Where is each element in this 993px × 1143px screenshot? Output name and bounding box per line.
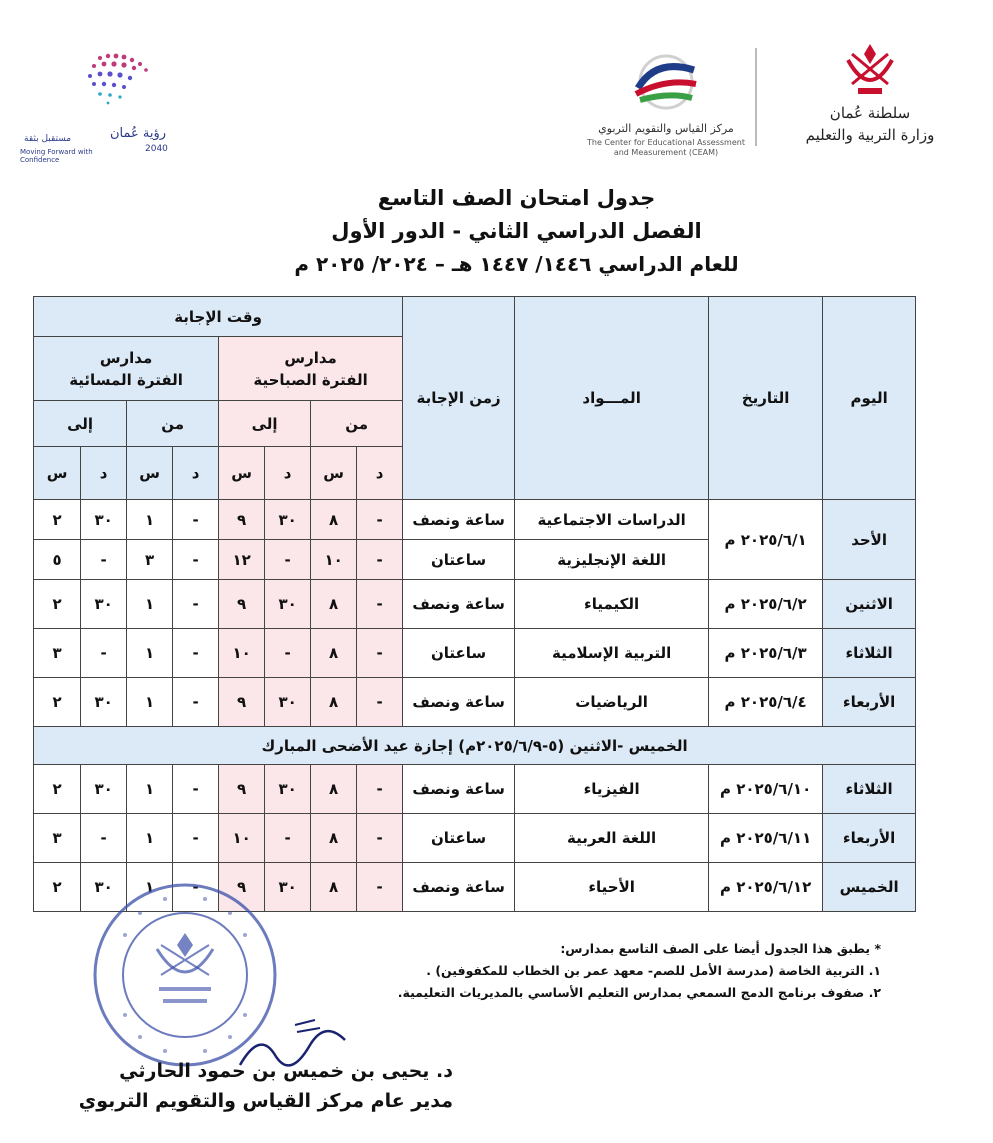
notes-item: ٢. صفوف برنامج الدمج السمعي بمدارس التعليم الأساسي بالمديريات التعليمية. (397, 985, 881, 1000)
header-answer-time: وقت الإجابة (34, 297, 403, 337)
cell-date: ٢٠٢٥/٦/١١ م (709, 814, 823, 863)
cell-subject: الرياضيات (515, 678, 709, 727)
cell-evening-to-minute: ٣٠ (81, 500, 127, 540)
table-row (34, 500, 916, 540)
cell-date: ٢٠٢٥/٦/٢ م (709, 580, 823, 629)
cell-subject: الأحياء (515, 863, 709, 912)
cell-evening-from-minute: - (173, 863, 219, 912)
table-row (34, 678, 916, 727)
cell-morning-from-minute: - (357, 500, 403, 540)
cell-morning-from-hour: ٨ (311, 580, 357, 629)
signatory-title: مدير عام مركز القياس والتقويم التربوي (78, 1090, 453, 1112)
cell-evening-to-minute: ٣٠ (81, 765, 127, 814)
cell-morning-to-hour: ٩ (219, 678, 265, 727)
header-evening (34, 337, 219, 401)
cell-date: ٢٠٢٥/٦/٤ م (709, 678, 823, 727)
cell-evening-to-minute: - (81, 540, 127, 580)
cell-date: ٢٠٢٥/٦/١٢ م (709, 863, 823, 912)
cell-evening-to-hour: ٢ (34, 580, 81, 629)
cell-duration: ساعة ونصف (403, 580, 515, 629)
cell-evening-from-hour: ١ (127, 580, 173, 629)
cell-morning-to-minute: ٣٠ (265, 500, 311, 540)
cell-date: ٢٠٢٥/٦/١ م (709, 500, 823, 580)
cell-morning-to-minute: ٣٠ (265, 580, 311, 629)
header-duration: زمن الإجابة (403, 297, 515, 500)
cell-evening-to-hour: ٣ (34, 629, 81, 678)
cell-morning-from-minute: - (357, 814, 403, 863)
cell-duration: ساعة ونصف (403, 500, 515, 540)
ministry-logo (790, 40, 950, 150)
cell-evening-to-hour: ٣ (34, 814, 81, 863)
center-logo (586, 48, 746, 160)
table-row (34, 765, 916, 814)
cell-evening-from-hour: ٣ (127, 540, 173, 580)
vision-title: رؤية عُمان (110, 126, 167, 141)
vision-dots-icon (80, 48, 165, 118)
cell-evening-from-minute: - (173, 814, 219, 863)
cell-evening-to-minute: ٣٠ (81, 863, 127, 912)
signatory-name: د. يحيى بن خميس بن حمود الحارثي (119, 1060, 453, 1082)
cell-morning-to-hour: ٩ (219, 580, 265, 629)
header-minute: د (265, 447, 311, 500)
cell-morning-to-hour: ١٠ (219, 629, 265, 678)
semester-title: الفصل الدراسي الثاني - الدور الأول (331, 219, 702, 243)
cell-morning-to-minute: ٣٠ (265, 863, 311, 912)
cell-morning-from-hour: ٨ (311, 863, 357, 912)
cell-morning-from-minute: - (357, 765, 403, 814)
cell-evening-from-hour: ١ (127, 814, 173, 863)
cell-evening-to-minute: - (81, 814, 127, 863)
cell-day: الاثنين (823, 580, 916, 629)
header-day: اليوم (823, 297, 916, 500)
cell-evening-to-minute: ٣٠ (81, 678, 127, 727)
cell-morning-to-minute: - (265, 629, 311, 678)
cell-date: ٢٠٢٥/٦/٣ م (709, 629, 823, 678)
cell-morning-to-minute: - (265, 540, 311, 580)
cell-morning-from-minute: - (357, 629, 403, 678)
header-hour: س (127, 447, 173, 500)
header-evening-line1: مدارس (99, 348, 153, 367)
header-hour: س (34, 447, 81, 500)
cell-evening-from-minute: - (173, 580, 219, 629)
holiday-row (34, 727, 916, 765)
header-morning-line1: مدارس (284, 348, 337, 367)
cell-morning-to-minute: ٣٠ (265, 678, 311, 727)
center-name-en: The Center for Educational Assessment and Measurement (CEAM) (587, 138, 745, 157)
cell-morning-from-hour: ٨ (311, 765, 357, 814)
cell-subject: الفيزياء (515, 765, 709, 814)
cell-morning-from-hour: ١٠ (311, 540, 357, 580)
cell-day: الثلاثاء (823, 765, 916, 814)
cell-evening-to-hour: ٥ (34, 540, 81, 580)
cell-evening-from-minute: - (173, 765, 219, 814)
cell-day: الثلاثاء (823, 629, 916, 678)
header-divider (755, 48, 757, 146)
cell-morning-to-hour: ٩ (219, 765, 265, 814)
vision-slogan-en: Moving Forward with Confidence (20, 148, 93, 164)
cell-evening-from-minute: - (173, 540, 219, 580)
cell-subject: اللغة العربية (515, 814, 709, 863)
header-date: التاريخ (709, 297, 823, 500)
page-title: جدول امتحان الصف التاسع (377, 186, 656, 210)
cell-evening-from-hour: ١ (127, 863, 173, 912)
cell-subject: التربية الإسلامية (515, 629, 709, 678)
cell-morning-from-hour: ٨ (311, 629, 357, 678)
center-name-ar: مركز القياس والتقويم التربوي (598, 122, 734, 135)
cell-evening-from-hour: ١ (127, 765, 173, 814)
cell-evening-from-hour: ١ (127, 678, 173, 727)
table-row (34, 814, 916, 863)
cell-evening-from-minute: - (173, 500, 219, 540)
cell-day: الأحد (823, 500, 916, 580)
cell-evening-from-hour: ١ (127, 500, 173, 540)
cell-morning-from-hour: ٨ (311, 500, 357, 540)
oman-emblem-icon (842, 40, 898, 102)
header-morning-to: إلى (219, 401, 311, 447)
cell-morning-from-hour: ٨ (311, 678, 357, 727)
cell-day: الأربعاء (823, 814, 916, 863)
academic-year-title: للعام الدراسي ١٤٤٦/ ١٤٤٧ هـ – ٢٠٢٤/ ٢٠٢٥ م (294, 252, 739, 276)
header-evening-from: من (127, 401, 219, 447)
cell-duration: ساعة ونصف (403, 863, 515, 912)
table-row (34, 629, 916, 678)
cell-subject: الكيمياء (515, 580, 709, 629)
cell-evening-to-hour: ٢ (34, 500, 81, 540)
cell-day: الخميس (823, 863, 916, 912)
cell-evening-from-minute: - (173, 629, 219, 678)
ministry-name: وزارة التربية والتعليم (805, 126, 935, 144)
cell-subject: اللغة الإنجليزية (515, 540, 709, 580)
exam-schedule-table (33, 296, 916, 912)
cell-duration: ساعتان (403, 814, 515, 863)
center-ring-icon (626, 48, 706, 118)
cell-morning-to-minute: ٣٠ (265, 765, 311, 814)
ministry-country: سلطنة عُمان (829, 104, 911, 122)
header-hour: س (219, 447, 265, 500)
cell-morning-to-hour: ٩ (219, 863, 265, 912)
cell-morning-from-hour: ٨ (311, 814, 357, 863)
cell-evening-to-minute: ٣٠ (81, 580, 127, 629)
cell-morning-to-minute: - (265, 814, 311, 863)
cell-evening-to-hour: ٢ (34, 765, 81, 814)
holiday-notice: الخميس -الاثنين (٥-٢٠٢٥/٦/٩م) إجازة عيد الأضحى المبارك (34, 727, 916, 765)
header-hour: س (311, 447, 357, 500)
cell-morning-from-minute: - (357, 540, 403, 580)
header-subjects: المـــواد (515, 297, 709, 500)
cell-morning-from-minute: - (357, 678, 403, 727)
cell-day: الأربعاء (823, 678, 916, 727)
cell-morning-from-minute: - (357, 863, 403, 912)
cell-date: ٢٠٢٥/٦/١٠ م (709, 765, 823, 814)
cell-evening-to-minute: - (81, 629, 127, 678)
header-minute: د (357, 447, 403, 500)
cell-evening-from-minute: - (173, 678, 219, 727)
cell-evening-to-hour: ٢ (34, 863, 81, 912)
cell-morning-to-hour: ١٠ (219, 814, 265, 863)
cell-morning-from-minute: - (357, 580, 403, 629)
header-evening-line2: الفترة المسائية (69, 370, 183, 389)
header-morning (219, 337, 403, 401)
cell-duration: ساعتان (403, 629, 515, 678)
cell-evening-to-hour: ٢ (34, 678, 81, 727)
cell-morning-to-hour: ١٢ (219, 540, 265, 580)
header-evening-to: إلى (34, 401, 127, 447)
notes-section (321, 938, 881, 1004)
header-morning-line2: الفترة الصباحية (253, 370, 368, 389)
vision-year: 2040 (145, 144, 168, 154)
cell-subject: الدراسات الاجتماعية (515, 500, 709, 540)
header-morning-from: من (311, 401, 403, 447)
cell-duration: ساعتان (403, 540, 515, 580)
vision-slogan-ar: مستقبل بثقة (24, 134, 72, 144)
cell-morning-to-hour: ٩ (219, 500, 265, 540)
notes-intro: * يطبق هذا الجدول أيضا على الصف التاسع بمدارس: (560, 941, 881, 956)
vision-2040-logo (20, 48, 170, 164)
notes-item: ١. التربية الخاصة (مدرسة الأمل للصم- معهد عمر بن الخطاب للمكفوفين) . (426, 963, 881, 978)
cell-duration: ساعة ونصف (403, 678, 515, 727)
header-minute: د (81, 447, 127, 500)
table-row (34, 580, 916, 629)
cell-duration: ساعة ونصف (403, 765, 515, 814)
cell-evening-from-hour: ١ (127, 629, 173, 678)
header-minute: د (173, 447, 219, 500)
